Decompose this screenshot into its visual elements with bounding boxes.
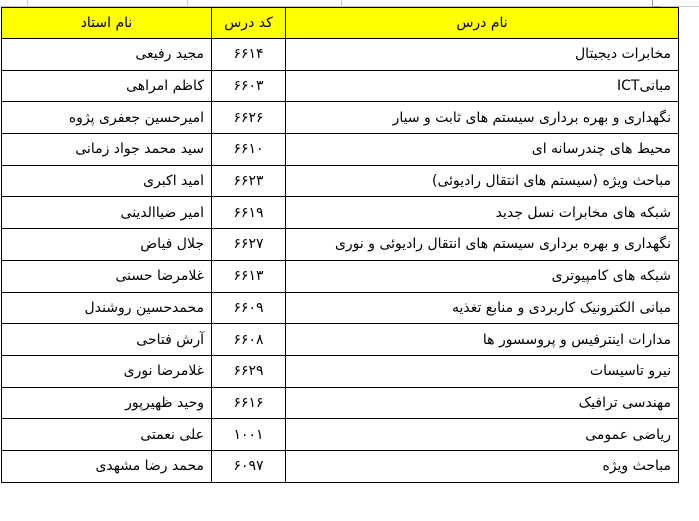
course-code-cell: ۱۰۰۱ xyxy=(212,419,286,451)
instructor-cell: کاظم امراهی xyxy=(2,70,212,102)
instructor-cell: سید محمد جواد زمانی xyxy=(2,134,212,166)
instructor-cell: امید اکبری xyxy=(2,165,212,197)
course-code-cell: ۶۶۰۸ xyxy=(212,324,286,356)
course-name-cell: مباحث ویژه xyxy=(286,450,679,482)
course-name-cell: شبکه های مخابرات نسل جدید xyxy=(286,197,679,229)
column-marker xyxy=(341,0,342,7)
instructor-cell: علی نعمتی xyxy=(2,419,212,451)
table-row xyxy=(2,39,679,71)
course-name-cell: محیط های چندرسانه ای xyxy=(286,134,679,166)
table-row xyxy=(2,134,679,166)
course-name-cell: مبانی الکترونیک کاربردی و منابع تغذیه xyxy=(286,292,679,324)
course-code-cell: ۶۶۰۹ xyxy=(212,292,286,324)
instructor-cell: آرش فتاحی xyxy=(2,324,212,356)
table-header-row xyxy=(2,8,679,39)
course-code-cell: ۶۶۲۶ xyxy=(212,102,286,134)
course-name-cell: مبانیICT xyxy=(286,70,679,102)
course-code-cell: ۶۶۱۹ xyxy=(212,197,286,229)
course-name-cell: مخابرات دیجیتال xyxy=(286,39,679,71)
course-code-cell: ۶۶۱۰ xyxy=(212,134,286,166)
course-code-cell: ۶۶۲۳ xyxy=(212,165,286,197)
table-row xyxy=(2,229,679,261)
table-row xyxy=(2,102,679,134)
instructor-cell: غلامرضا نوری xyxy=(2,355,212,387)
course-table xyxy=(1,7,679,483)
course-name-cell: نیرو تاسیسات xyxy=(286,355,679,387)
column-marker xyxy=(27,0,28,7)
course-name-cell: مباحث ویژه (سیستم های انتقال رادیوئی) xyxy=(286,165,679,197)
course-code-cell: ۶۶۱۳ xyxy=(212,260,286,292)
course-name-cell: مدارات اینترفیس و پروسسور ها xyxy=(286,324,679,356)
course-name-cell: ریاضی عمومی xyxy=(286,419,679,451)
header-course-code: کد درس xyxy=(212,8,286,39)
course-name-cell: مهندسی ترافیک xyxy=(286,387,679,419)
table-row xyxy=(2,260,679,292)
course-code-cell: ۶۶۰۳ xyxy=(212,70,286,102)
column-marker xyxy=(187,0,188,7)
course-code-cell: ۶۶۲۹ xyxy=(212,355,286,387)
table-row xyxy=(2,165,679,197)
instructor-cell: وحید ظهیرپور xyxy=(2,387,212,419)
instructor-cell: مجید رفیعی xyxy=(2,39,212,71)
table-row xyxy=(2,419,679,451)
instructor-cell: جلال فیاض xyxy=(2,229,212,261)
table-row xyxy=(2,355,679,387)
page-corner-mark xyxy=(652,0,661,7)
table-row xyxy=(2,292,679,324)
course-name-cell: شبکه های کامپیوتری xyxy=(286,260,679,292)
table-row xyxy=(2,197,679,229)
table-row xyxy=(2,70,679,102)
table-row xyxy=(2,387,679,419)
instructor-cell: محمدحسین روشندل xyxy=(2,292,212,324)
course-code-cell: ۶۶۱۶ xyxy=(212,387,286,419)
table-body xyxy=(2,39,679,483)
instructor-cell: امیرحسین جعفری پژوه xyxy=(2,102,212,134)
header-course-name: نام درس xyxy=(286,8,679,39)
course-name-cell: نگهداری و بهره برداری سیستم های ثابت و سیار xyxy=(286,102,679,134)
course-code-cell: ۶۶۱۴ xyxy=(212,39,286,71)
instructor-cell: غلامرضا حسنی xyxy=(2,260,212,292)
instructor-cell: امیر ضیاالدینی xyxy=(2,197,212,229)
header-instructor: نام استاد xyxy=(2,8,212,39)
course-code-cell: ۶۰۹۷ xyxy=(212,450,286,482)
table-row xyxy=(2,324,679,356)
course-code-cell: ۶۶۲۷ xyxy=(212,229,286,261)
table-row xyxy=(2,450,679,482)
course-name-cell: نگهداری و بهره برداری سیستم های انتقال رادیوئی و نوری xyxy=(286,229,679,261)
instructor-cell: محمد رضا مشهدی xyxy=(2,450,212,482)
